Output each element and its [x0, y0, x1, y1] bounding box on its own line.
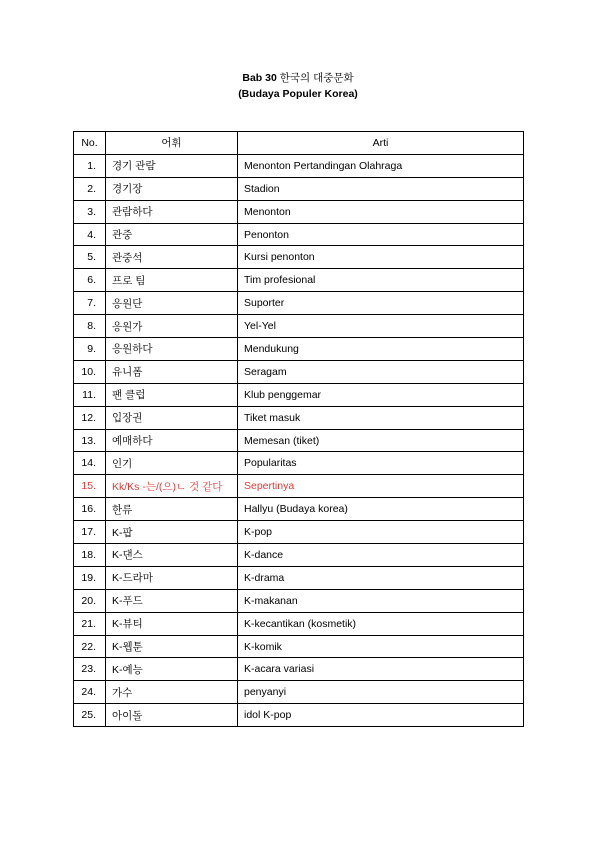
chapter-title [0, 70, 596, 86]
row-korean-word: 경기장 [106, 177, 238, 200]
row-number: 22. [74, 635, 106, 658]
table-header-row [74, 132, 524, 155]
row-meaning: Memesan (tiket) [238, 429, 524, 452]
row-korean-word: K-예능 [106, 658, 238, 681]
table-row [74, 704, 524, 727]
row-korean-word: K-푸드 [106, 589, 238, 612]
table-row [74, 406, 524, 429]
row-meaning: Menonton [238, 200, 524, 223]
row-meaning: Kursi penonton [238, 246, 524, 269]
row-meaning: Mendukung [238, 338, 524, 361]
row-number: 5. [74, 246, 106, 269]
chapter-number: Bab 30 [242, 72, 280, 84]
header-vocabulary: 어휘 [106, 132, 238, 155]
row-korean-word: K-팝 [106, 521, 238, 544]
row-number: 3. [74, 200, 106, 223]
table-row [74, 223, 524, 246]
row-meaning: Seragam [238, 360, 524, 383]
row-number: 9. [74, 338, 106, 361]
row-number: 16. [74, 498, 106, 521]
table-body [74, 154, 524, 726]
row-number: 24. [74, 681, 106, 704]
row-korean-word: Kk/Ks -는/(으)ㄴ 것 같다 [106, 475, 238, 498]
row-number: 17. [74, 521, 106, 544]
table-row [74, 383, 524, 406]
row-meaning: Yel-Yel [238, 315, 524, 338]
table-row [74, 338, 524, 361]
table-row [74, 612, 524, 635]
row-meaning: K-komik [238, 635, 524, 658]
row-number: 4. [74, 223, 106, 246]
row-korean-word: 응원단 [106, 292, 238, 315]
table-row [74, 681, 524, 704]
table-row [74, 498, 524, 521]
table-row [74, 315, 524, 338]
table-row [74, 475, 524, 498]
table-row [74, 269, 524, 292]
row-korean-word: 가수 [106, 681, 238, 704]
row-meaning: K-dance [238, 544, 524, 567]
row-number: 25. [74, 704, 106, 727]
row-number: 23. [74, 658, 106, 681]
chapter-subtitle: (Budaya Populer Korea) [238, 88, 358, 100]
row-meaning: K-makanan [238, 589, 524, 612]
row-meaning: Tiket masuk [238, 406, 524, 429]
row-meaning: idol K-pop [238, 704, 524, 727]
row-meaning: Sepertinya [238, 475, 524, 498]
row-number: 8. [74, 315, 106, 338]
row-meaning: K-drama [238, 566, 524, 589]
row-number: 11. [74, 383, 106, 406]
row-korean-word: 응원하다 [106, 338, 238, 361]
row-korean-word: 관중 [106, 223, 238, 246]
row-meaning: Klub penggemar [238, 383, 524, 406]
row-number: 15. [74, 475, 106, 498]
page-title [0, 70, 596, 102]
row-number: 6. [74, 269, 106, 292]
vocabulary-table [73, 131, 524, 727]
table-row [74, 544, 524, 567]
row-korean-word: 관람하다 [106, 200, 238, 223]
row-number: 19. [74, 566, 106, 589]
header-meaning: Arti [238, 132, 524, 155]
row-korean-word: 아이돌 [106, 704, 238, 727]
row-korean-word: 유니폼 [106, 360, 238, 383]
row-meaning: Popularitas [238, 452, 524, 475]
row-korean-word: 예매하다 [106, 429, 238, 452]
row-meaning: Menonton Pertandingan Olahraga [238, 154, 524, 177]
row-number: 1. [74, 154, 106, 177]
row-number: 12. [74, 406, 106, 429]
row-number: 18. [74, 544, 106, 567]
header-number: No. [74, 132, 106, 155]
table-row [74, 566, 524, 589]
row-korean-word: K-댄스 [106, 544, 238, 567]
row-meaning: Stadion [238, 177, 524, 200]
row-korean-word: 한류 [106, 498, 238, 521]
row-korean-word: 경기 관람 [106, 154, 238, 177]
row-meaning: K-kecantikan (kosmetik) [238, 612, 524, 635]
row-number: 10. [74, 360, 106, 383]
row-number: 13. [74, 429, 106, 452]
table-row [74, 658, 524, 681]
row-number: 21. [74, 612, 106, 635]
row-korean-word: 응원가 [106, 315, 238, 338]
chapter-korean-title: 한국의 대중문화 [279, 72, 354, 84]
row-korean-word: 프로 팀 [106, 269, 238, 292]
table-row [74, 246, 524, 269]
row-korean-word: 관중석 [106, 246, 238, 269]
row-korean-word: 입장권 [106, 406, 238, 429]
row-number: 7. [74, 292, 106, 315]
row-meaning: Suporter [238, 292, 524, 315]
table-row [74, 521, 524, 544]
row-korean-word: K-웹툰 [106, 635, 238, 658]
table-row [74, 635, 524, 658]
row-meaning: Penonton [238, 223, 524, 246]
row-korean-word: 팬 클럽 [106, 383, 238, 406]
table-row [74, 292, 524, 315]
table-row [74, 200, 524, 223]
row-meaning: penyanyi [238, 681, 524, 704]
row-korean-word: K-뷰티 [106, 612, 238, 635]
table-row [74, 452, 524, 475]
table-row [74, 177, 524, 200]
row-meaning: Tim profesional [238, 269, 524, 292]
table-row [74, 589, 524, 612]
row-number: 2. [74, 177, 106, 200]
table-row [74, 360, 524, 383]
row-meaning: K-acara variasi [238, 658, 524, 681]
row-meaning: K-pop [238, 521, 524, 544]
table-row [74, 429, 524, 452]
row-korean-word: 인기 [106, 452, 238, 475]
table-row [74, 154, 524, 177]
row-meaning: Hallyu (Budaya korea) [238, 498, 524, 521]
row-korean-word: K-드라마 [106, 566, 238, 589]
row-number: 14. [74, 452, 106, 475]
row-number: 20. [74, 589, 106, 612]
